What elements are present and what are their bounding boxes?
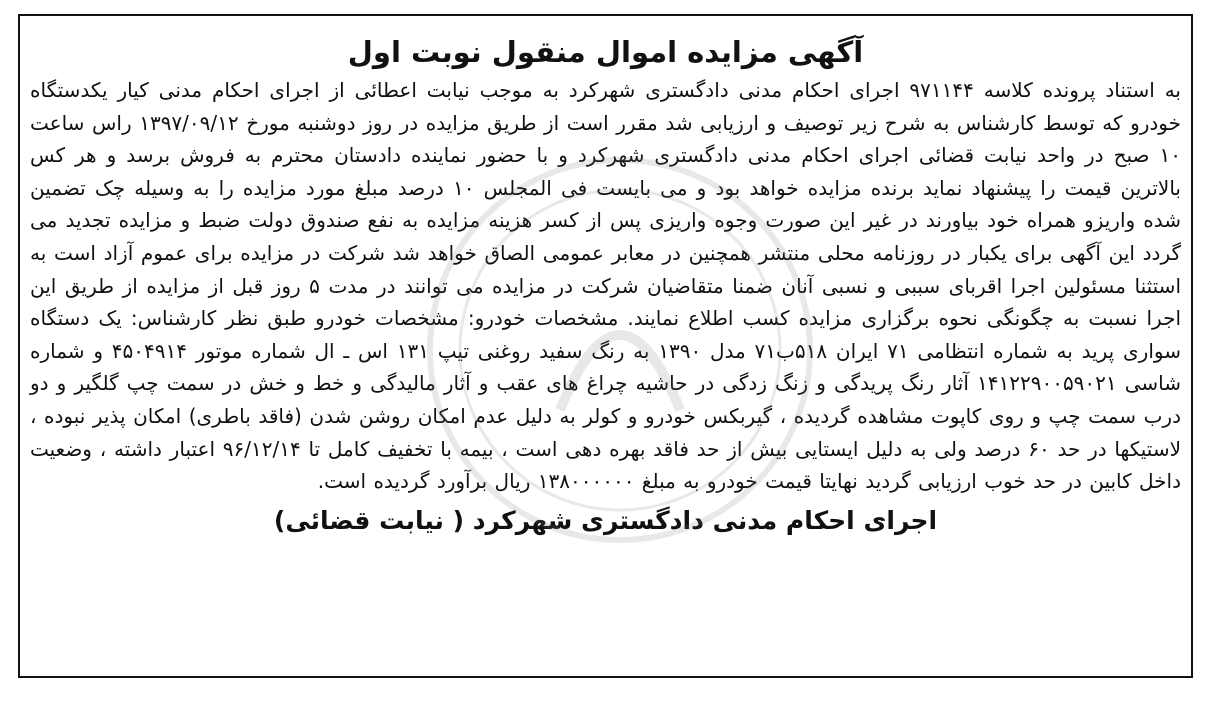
notice-body: به استناد پرونده کلاسه ۹۷۱۱۴۴ اجرای احکام مدنی دادگستری شهرکرد به موجب نیابت اعطائی از اجرای احکام مدنی کیار یکدستگاه خودرو که توسط کارشناس به شرح زیر توصیف و ارزیابی شد مقرر است از طریق مزایده در روز دوشنبه مورخ ۱۳۹۷/۰۹/۱۲ راس ساعت ۱۰ صبح در واحد نیابت قضائی اجرای احکام مدنی دادگستری شهرکرد و با حضور نماینده دادستان محترم به فروش برسد و هر کس بالاترین قیمت را پیشنهاد نماید برنده مزایده خواهد بود و می بایست فی المجلس ۱۰ درصد مبلغ مورد مزایده را به وسیله چک تضمین شده واریزو همراه خود بیاورند در غیر این صورت وجوه واریزی پس از کسر هزینه مزایده به نفع صندوق دولت ضبط و مزایده تجدید می گردد این آگهی برای یکبار در روزنامه محلی منتشر همچنین در معابر عمومی الصاق خواهد شد شرکت در مزایده برای عموم آزاد است به استثنا مسئولین اجرا اقربای سببی و نسبی آنان ضمنا متقاضیان شرکت در مزایده می توانند در مدت ۵ روز قبل از مزایده از طریق این اجرا نسبت به چگونگی نحوه برگزاری مزایده کسب اطلاع نمایند. مشخصات خودرو: مشخصات خودرو طبق نظر کارشناس: یک دستگاه سواری پرید به شماره انتظامی ۷۱ ایران ۵۱۸ب۷۱ مدل ۱۳۹۰ به رنگ سفید روغنی تیپ ۱۳۱ اس ـ ال شماره موتور ۴۵۰۴۹۱۴ و شماره شاسی ۱۴۱۲۲۹۰۰۵۹۰۲۱ آثار رنگ پریدگی و زنگ زدگی در حاشیه چراغ های عقب و آثار مالیدگی و خط و خش در سمت چپ گلگیر و دو درب سمت چپ و روی کاپوت مشاهده گردیده ، گیربکس خودرو و کولر به دلیل عدم امکان روشن شدن (فاقد باطری) امکان پذیر نبوده ، لاستیکها در حد ۶۰ درصد ولی به دلیل ایستایی بیش از حد فاقد بهره دهی است ، بیمه با تخفیف کامل تا ۹۶/۱۲/۱۴ اعتبار داشته ، وضعیت داخل کابین در حد خوب ارزیابی گردید نهایتا قیمت خودرو به مبلغ ۱۳۸۰۰۰۰۰۰ ریال برآورد گردیده است. <box>30 78 1182 494</box>
notice-frame <box>18 14 1193 678</box>
notice-content <box>30 32 1181 666</box>
notice-title: آگهی مزایده اموال منقول نوبت اول <box>347 35 864 69</box>
notice-signature: اجرای احکام مدنی دادگستری شهرکرد ( نیابت قضائی) <box>273 505 938 535</box>
